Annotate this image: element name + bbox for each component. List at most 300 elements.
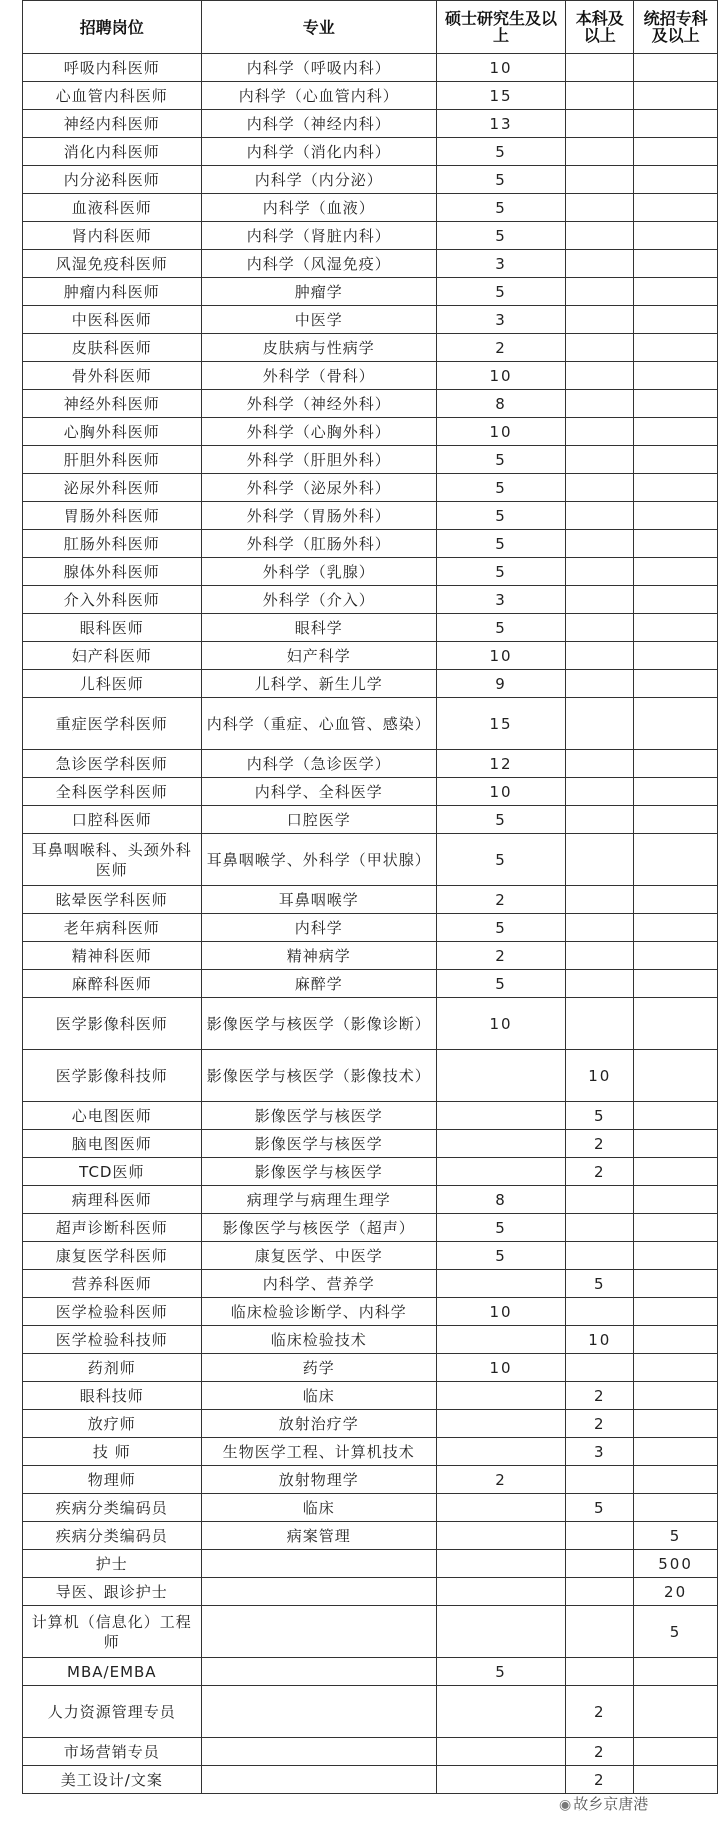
cell-major: 临床	[201, 1494, 436, 1522]
cell-master: 5	[436, 446, 566, 474]
cell-major	[201, 1658, 436, 1686]
cell-major: 外科学（神经外科）	[201, 390, 436, 418]
cell-master: 10	[436, 1354, 566, 1382]
cell-position: TCD医师	[23, 1158, 202, 1186]
cell-master: 3	[436, 250, 566, 278]
cell-position: 全科医学科医师	[23, 778, 202, 806]
table-row	[23, 138, 718, 166]
table-row	[23, 530, 718, 558]
cell-master: 5	[436, 1214, 566, 1242]
cell-position: 急诊医学科医师	[23, 750, 202, 778]
cell-college	[634, 110, 718, 138]
cell-major: 儿科学、新生儿学	[201, 670, 436, 698]
cell-position: 中医科医师	[23, 306, 202, 334]
cell-position: 消化内科医师	[23, 138, 202, 166]
table-body	[23, 54, 718, 1794]
cell-major: 影像医学与核医学（超声）	[201, 1214, 436, 1242]
cell-position: 药剂师	[23, 1354, 202, 1382]
table-row	[23, 670, 718, 698]
recruitment-table	[22, 0, 718, 1794]
cell-position: 眩晕医学科医师	[23, 886, 202, 914]
cell-position: 妇产科医师	[23, 642, 202, 670]
cell-bachelor	[566, 642, 634, 670]
cell-bachelor	[566, 1522, 634, 1550]
cell-college: 5	[634, 1522, 718, 1550]
cell-position: 眼科医师	[23, 614, 202, 642]
cell-master: 5	[436, 194, 566, 222]
cell-bachelor	[566, 1578, 634, 1606]
cell-master: 5	[436, 1242, 566, 1270]
cell-college	[634, 82, 718, 110]
cell-college	[634, 1242, 718, 1270]
cell-major: 外科学（介入）	[201, 586, 436, 614]
cell-college	[634, 1738, 718, 1766]
cell-major: 内科学（呼吸内科）	[201, 54, 436, 82]
cell-major: 外科学（骨科）	[201, 362, 436, 390]
cell-master	[436, 1270, 566, 1298]
cell-major: 影像医学与核医学	[201, 1102, 436, 1130]
cell-college	[634, 942, 718, 970]
cell-college	[634, 362, 718, 390]
cell-master: 8	[436, 1186, 566, 1214]
table-row	[23, 166, 718, 194]
table-row	[23, 558, 718, 586]
table-row	[23, 82, 718, 110]
recruitment-sheet	[22, 0, 718, 1794]
cell-bachelor	[566, 474, 634, 502]
cell-major: 肿瘤学	[201, 278, 436, 306]
table-row	[23, 1326, 718, 1354]
cell-position: 儿科医师	[23, 670, 202, 698]
cell-bachelor	[566, 194, 634, 222]
cell-position: 老年病科医师	[23, 914, 202, 942]
cell-major: 临床	[201, 1382, 436, 1410]
cell-bachelor	[566, 1466, 634, 1494]
cell-college	[634, 1298, 718, 1326]
table-row	[23, 1382, 718, 1410]
cell-position: 肿瘤内科医师	[23, 278, 202, 306]
cell-position: 呼吸内科医师	[23, 54, 202, 82]
cell-position: 医学影像科技师	[23, 1050, 202, 1102]
cell-college	[634, 1438, 718, 1466]
cell-college	[634, 278, 718, 306]
table-row	[23, 1354, 718, 1382]
cell-major: 内科学	[201, 914, 436, 942]
cell-position: 人力资源管理专员	[23, 1686, 202, 1738]
table-row	[23, 278, 718, 306]
cell-position: 腺体外科医师	[23, 558, 202, 586]
table-row	[23, 1606, 718, 1658]
cell-bachelor: 10	[566, 1326, 634, 1354]
cell-college	[634, 138, 718, 166]
cell-major: 外科学（肛肠外科）	[201, 530, 436, 558]
cell-master: 5	[436, 138, 566, 166]
watermark-text: 故乡京唐港	[573, 1795, 649, 1813]
header-major: 专业	[201, 1, 436, 54]
cell-master	[436, 1102, 566, 1130]
cell-college	[634, 750, 718, 778]
cell-position: 神经外科医师	[23, 390, 202, 418]
cell-position: 神经内科医师	[23, 110, 202, 138]
cell-position: 皮肤科医师	[23, 334, 202, 362]
cell-master: 5	[436, 806, 566, 834]
cell-college	[634, 1186, 718, 1214]
table-row	[23, 474, 718, 502]
cell-major: 放射治疗学	[201, 1410, 436, 1438]
cell-master	[436, 1522, 566, 1550]
cell-master: 10	[436, 1298, 566, 1326]
cell-college	[634, 1354, 718, 1382]
cell-major: 影像医学与核医学	[201, 1130, 436, 1158]
cell-bachelor	[566, 138, 634, 166]
cell-college	[634, 834, 718, 886]
cell-master: 5	[436, 474, 566, 502]
cell-master: 5	[436, 166, 566, 194]
cell-college	[634, 1130, 718, 1158]
cell-master	[436, 1410, 566, 1438]
cell-position: 内分泌科医师	[23, 166, 202, 194]
cell-position: 心血管内科医师	[23, 82, 202, 110]
cell-college	[634, 306, 718, 334]
cell-master: 15	[436, 698, 566, 750]
table-row	[23, 970, 718, 998]
cell-master: 10	[436, 778, 566, 806]
cell-master: 3	[436, 586, 566, 614]
cell-position: 口腔科医师	[23, 806, 202, 834]
cell-master: 15	[436, 82, 566, 110]
table-row	[23, 914, 718, 942]
table-row	[23, 250, 718, 278]
cell-major: 内科学（肾脏内科）	[201, 222, 436, 250]
cell-position: 重症医学科医师	[23, 698, 202, 750]
table-row	[23, 1658, 718, 1686]
cell-bachelor	[566, 390, 634, 418]
cell-position: 技 师	[23, 1438, 202, 1466]
table-row	[23, 1102, 718, 1130]
cell-bachelor	[566, 1214, 634, 1242]
cell-position: 介入外科医师	[23, 586, 202, 614]
cell-master	[436, 1382, 566, 1410]
cell-college	[634, 886, 718, 914]
cell-position: 医学检验科技师	[23, 1326, 202, 1354]
cell-master: 5	[436, 502, 566, 530]
table-row	[23, 1130, 718, 1158]
table-row	[23, 1158, 718, 1186]
cell-master: 9	[436, 670, 566, 698]
cell-bachelor	[566, 334, 634, 362]
table-row	[23, 418, 718, 446]
cell-major: 内科学（血液）	[201, 194, 436, 222]
cell-bachelor	[566, 166, 634, 194]
cell-major	[201, 1550, 436, 1578]
cell-position: 康复医学科医师	[23, 1242, 202, 1270]
cell-master: 5	[436, 970, 566, 998]
cell-bachelor	[566, 970, 634, 998]
cell-major: 内科学（内分泌）	[201, 166, 436, 194]
cell-major: 精神病学	[201, 942, 436, 970]
table-row	[23, 1578, 718, 1606]
cell-college	[634, 670, 718, 698]
table-row	[23, 1298, 718, 1326]
cell-master	[436, 1738, 566, 1766]
cell-bachelor	[566, 110, 634, 138]
header-row	[23, 1, 718, 54]
cell-master: 10	[436, 418, 566, 446]
table-row	[23, 1214, 718, 1242]
cell-position: 肾内科医师	[23, 222, 202, 250]
cell-college	[634, 558, 718, 586]
cell-major: 外科学（胃肠外科）	[201, 502, 436, 530]
cell-bachelor	[566, 1186, 634, 1214]
cell-bachelor	[566, 750, 634, 778]
cell-college	[634, 1494, 718, 1522]
cell-bachelor	[566, 1658, 634, 1686]
cell-college	[634, 474, 718, 502]
cell-college	[634, 222, 718, 250]
cell-position: 风湿免疫科医师	[23, 250, 202, 278]
table-row	[23, 502, 718, 530]
cell-position: 胃肠外科医师	[23, 502, 202, 530]
cell-college	[634, 614, 718, 642]
cell-bachelor	[566, 778, 634, 806]
table-row	[23, 1410, 718, 1438]
cell-college	[634, 970, 718, 998]
cell-college	[634, 250, 718, 278]
cell-bachelor: 2	[566, 1410, 634, 1438]
cell-college	[634, 54, 718, 82]
cell-major: 口腔医学	[201, 806, 436, 834]
cell-major: 中医学	[201, 306, 436, 334]
cell-major: 麻醉学	[201, 970, 436, 998]
table-row	[23, 1466, 718, 1494]
cell-position: 医学检验科医师	[23, 1298, 202, 1326]
cell-bachelor	[566, 1242, 634, 1270]
header-college: 统招专科及以上	[634, 1, 718, 54]
watermark	[559, 1793, 648, 1814]
table-row	[23, 110, 718, 138]
cell-master	[436, 1766, 566, 1794]
cell-college	[634, 446, 718, 474]
cell-master: 10	[436, 362, 566, 390]
cell-college	[634, 806, 718, 834]
cell-college	[634, 642, 718, 670]
cell-college	[634, 1214, 718, 1242]
cell-position: 病理科医师	[23, 1186, 202, 1214]
cell-college	[634, 1466, 718, 1494]
table-row	[23, 1270, 718, 1298]
cell-bachelor	[566, 558, 634, 586]
cell-master	[436, 1050, 566, 1102]
table-row	[23, 778, 718, 806]
cell-college	[634, 334, 718, 362]
cell-master	[436, 1550, 566, 1578]
cell-major	[201, 1738, 436, 1766]
cell-major	[201, 1686, 436, 1738]
cell-bachelor	[566, 446, 634, 474]
cell-position: 疾病分类编码员	[23, 1522, 202, 1550]
cell-position: 护士	[23, 1550, 202, 1578]
cell-bachelor: 5	[566, 1494, 634, 1522]
cell-position: 肝胆外科医师	[23, 446, 202, 474]
cell-master: 2	[436, 942, 566, 970]
cell-college	[634, 1686, 718, 1738]
cell-bachelor	[566, 834, 634, 886]
cell-master	[436, 1578, 566, 1606]
cell-position: 市场营销专员	[23, 1738, 202, 1766]
cell-bachelor	[566, 306, 634, 334]
cell-major	[201, 1766, 436, 1794]
cell-major: 药学	[201, 1354, 436, 1382]
cell-master: 3	[436, 306, 566, 334]
cell-position: 营养科医师	[23, 1270, 202, 1298]
cell-major	[201, 1606, 436, 1658]
cell-master	[436, 1158, 566, 1186]
cell-major: 康复医学、中医学	[201, 1242, 436, 1270]
cell-major: 内科学（重症、心血管、感染）	[201, 698, 436, 750]
cell-college	[634, 1050, 718, 1102]
table-row	[23, 586, 718, 614]
cell-position: 医学影像科医师	[23, 998, 202, 1050]
cell-position: 超声诊断科医师	[23, 1214, 202, 1242]
cell-major: 临床检验技术	[201, 1326, 436, 1354]
table-row	[23, 54, 718, 82]
table-row	[23, 194, 718, 222]
cell-college: 500	[634, 1550, 718, 1578]
cell-college	[634, 194, 718, 222]
cell-position: 精神科医师	[23, 942, 202, 970]
cell-bachelor	[566, 614, 634, 642]
cell-position: 美工设计/文案	[23, 1766, 202, 1794]
cell-major: 内科学、全科医学	[201, 778, 436, 806]
table-row	[23, 614, 718, 642]
cell-major: 外科学（乳腺）	[201, 558, 436, 586]
cell-position: 脑电图医师	[23, 1130, 202, 1158]
cell-master: 10	[436, 54, 566, 82]
cell-master: 5	[436, 834, 566, 886]
cell-bachelor: 2	[566, 1130, 634, 1158]
table-row	[23, 222, 718, 250]
table-row	[23, 750, 718, 778]
cell-master: 10	[436, 642, 566, 670]
cell-master: 5	[436, 278, 566, 306]
cell-bachelor	[566, 222, 634, 250]
cell-major: 临床检验诊断学、内科学	[201, 1298, 436, 1326]
cell-position: 骨外科医师	[23, 362, 202, 390]
cell-major: 耳鼻咽喉学、外科学（甲状腺）	[201, 834, 436, 886]
cell-bachelor: 2	[566, 1766, 634, 1794]
wechat-icon: ◉	[559, 1797, 572, 1813]
table-row	[23, 306, 718, 334]
cell-college	[634, 1270, 718, 1298]
table-row	[23, 1242, 718, 1270]
cell-bachelor: 2	[566, 1686, 634, 1738]
cell-master	[436, 1686, 566, 1738]
cell-master: 5	[436, 614, 566, 642]
table-row	[23, 698, 718, 750]
cell-college	[634, 914, 718, 942]
table-row	[23, 1438, 718, 1466]
table-row	[23, 1186, 718, 1214]
cell-bachelor	[566, 1298, 634, 1326]
cell-major: 影像医学与核医学（影像技术）	[201, 1050, 436, 1102]
table-row	[23, 1050, 718, 1102]
cell-college	[634, 586, 718, 614]
cell-master: 5	[436, 558, 566, 586]
cell-bachelor	[566, 698, 634, 750]
cell-position: 心电图医师	[23, 1102, 202, 1130]
cell-major: 内科学（神经内科）	[201, 110, 436, 138]
cell-bachelor	[566, 362, 634, 390]
cell-bachelor: 2	[566, 1382, 634, 1410]
cell-position: 麻醉科医师	[23, 970, 202, 998]
cell-position: 导医、跟诊护士	[23, 1578, 202, 1606]
cell-master	[436, 1438, 566, 1466]
header-position: 招聘岗位	[23, 1, 202, 54]
cell-college	[634, 778, 718, 806]
cell-position: 物理师	[23, 1466, 202, 1494]
cell-master: 2	[436, 886, 566, 914]
cell-college	[634, 1326, 718, 1354]
cell-college	[634, 1382, 718, 1410]
cell-bachelor: 2	[566, 1738, 634, 1766]
cell-master: 8	[436, 390, 566, 418]
cell-college	[634, 1158, 718, 1186]
cell-major: 内科学（风湿免疫）	[201, 250, 436, 278]
cell-college	[634, 418, 718, 446]
table-row	[23, 1686, 718, 1738]
cell-college	[634, 1102, 718, 1130]
table-row	[23, 806, 718, 834]
table-row	[23, 642, 718, 670]
table-row	[23, 1550, 718, 1578]
cell-college	[634, 1766, 718, 1794]
cell-college	[634, 166, 718, 194]
cell-position: 泌尿外科医师	[23, 474, 202, 502]
table-row	[23, 1766, 718, 1794]
cell-bachelor	[566, 1354, 634, 1382]
cell-position: 计算机（信息化）工程师	[23, 1606, 202, 1658]
cell-bachelor	[566, 530, 634, 558]
table-row	[23, 942, 718, 970]
cell-master: 5	[436, 530, 566, 558]
cell-position: 血液科医师	[23, 194, 202, 222]
cell-bachelor	[566, 418, 634, 446]
cell-master: 2	[436, 334, 566, 362]
cell-master: 5	[436, 1658, 566, 1686]
cell-bachelor	[566, 1606, 634, 1658]
cell-major: 耳鼻咽喉学	[201, 886, 436, 914]
cell-college	[634, 1410, 718, 1438]
cell-major: 内科学（急诊医学）	[201, 750, 436, 778]
table-row	[23, 998, 718, 1050]
header-master: 硕士研究生及以上	[436, 1, 566, 54]
cell-college: 5	[634, 1606, 718, 1658]
cell-major: 皮肤病与性病学	[201, 334, 436, 362]
table-row	[23, 362, 718, 390]
cell-major: 病理学与病理生理学	[201, 1186, 436, 1214]
cell-bachelor	[566, 942, 634, 970]
cell-bachelor: 2	[566, 1158, 634, 1186]
cell-bachelor	[566, 886, 634, 914]
cell-college	[634, 530, 718, 558]
cell-bachelor	[566, 914, 634, 942]
table-row	[23, 1738, 718, 1766]
table-row	[23, 446, 718, 474]
cell-master: 2	[436, 1466, 566, 1494]
cell-major: 病案管理	[201, 1522, 436, 1550]
cell-major: 妇产科学	[201, 642, 436, 670]
cell-position: 眼科技师	[23, 1382, 202, 1410]
